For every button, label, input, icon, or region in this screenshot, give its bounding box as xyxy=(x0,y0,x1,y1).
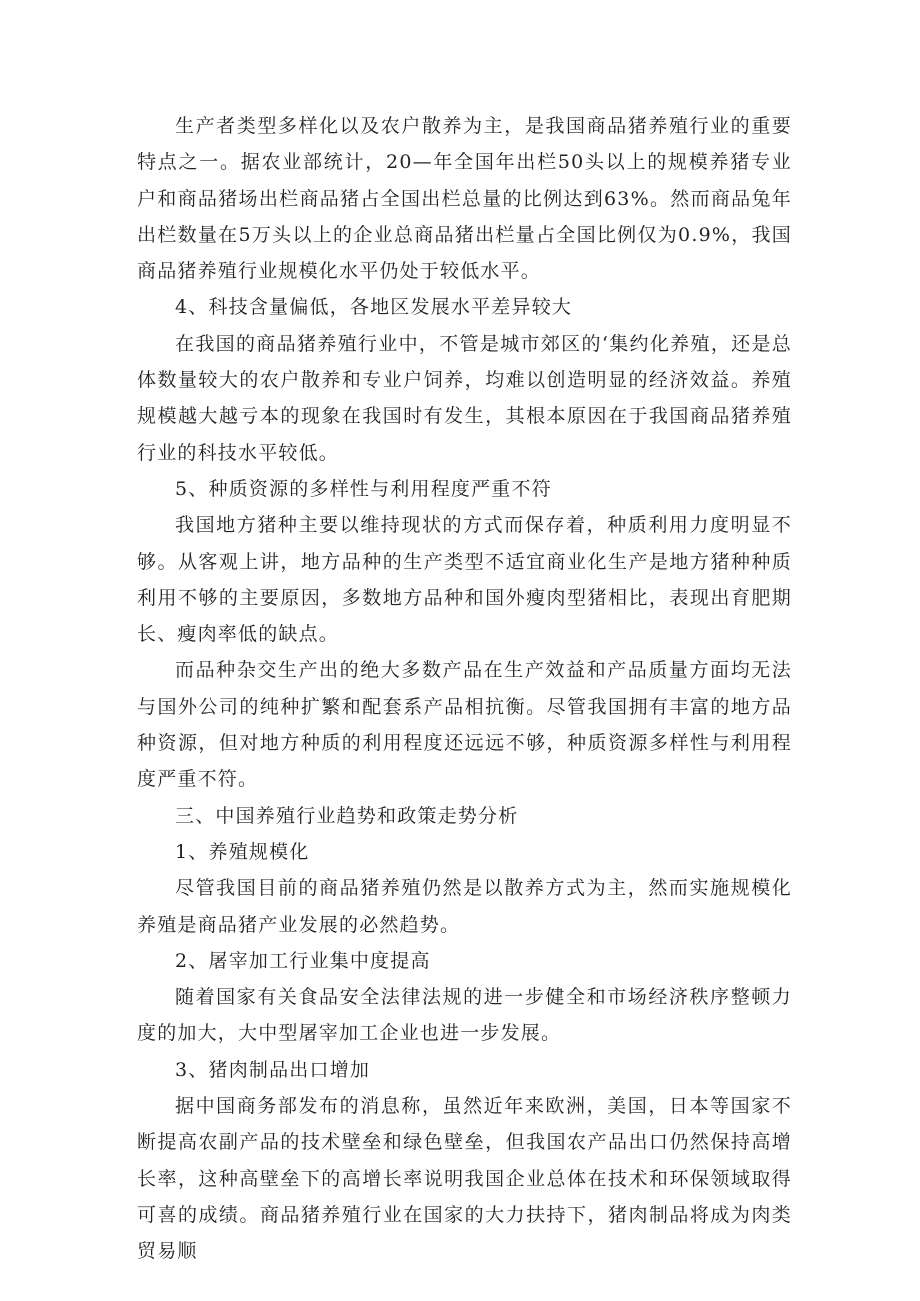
document-body xyxy=(137,108,792,1270)
heading-germplasm: 5、种质资源的多样性与利用程度严重不符 xyxy=(175,477,552,500)
heading-scale-farming: 1、养殖规模化 xyxy=(175,840,310,863)
paragraph-slaughter-concentration: 随着国家有关食品安全法律法规的进一步健全和市场经济秩序整顿力度的加大，大中型屠宰加工企业也进一步发展。 xyxy=(137,986,792,1045)
paragraph-germplasm-crossbreed: 而品种杂交生产出的绝大多数产品在生产效益和产品质量方面均无法与国外公司的纯种扩繁和配套系产品相抗衡。尽管我国拥有丰富的地方品种资源，但对地方种质的利用程度还远远不够，种质资源多样性与利用程度严重不符。 xyxy=(137,659,792,791)
paragraph-scale-farming: 尽管我国目前的商品猪养殖仍然是以散养方式为主，然而实施规模化养殖是商品猪产业发展的必然趋势。 xyxy=(137,877,792,936)
paragraph-germplasm-local: 我国地方猪种主要以维持现状的方式而保存着，种质利用力度明显不够。从客观上讲，地方品种的生产类型不适宜商业化生产是地方猪种种质利用不够的主要原因，多数地方品种和国外瘦肉型猪相比，表现出育肥期长、瘦肉率低的缺点。 xyxy=(137,514,792,646)
paragraph-pork-export: 据中国商务部发布的消息称，虽然近年来欧洲，美国，日本等国家不断提高农副产品的技术壁垒和绿色壁垒，但我国农产品出口仍然保持高增长率，这种高壁垒下的高增长率说明我国企业总体在技术和环保领域取得可喜的成绩。商品猪养殖行业在国家的大力扶持下，猪肉制品将成为肉类贸易顺 xyxy=(137,1095,792,1263)
section-heading-trends: 三、中国养殖行业趋势和政策走势分析 xyxy=(175,804,519,827)
paragraph-tech-content: 在我国的商品猪养殖行业中，不管是城市郊区的‘集约化养殖，还是总体数量较大的农户散养和专业户饲养，均难以创造明显的经济效益。养殖规模越大越亏本的现象在我国时有发生，其根本原因在于我国商品猪养殖行业的科技水平较低。 xyxy=(137,332,792,464)
heading-slaughter-concentration: 2、屠宰加工行业集中度提高 xyxy=(175,949,431,972)
paragraph-producer-types: 生产者类型多样化以及农户散养为主，是我国商品猪养殖行业的重要特点之一。据农业部统计，20—年全国年出栏50头以上的规模养猪专业户和商品猪场出栏商品猪占全国出栏总量的比例达到63%。然而商品兔年出栏数量在5万头以上的企业总商品猪出栏量占全国比例仅为0.9%，我国商品猪养殖行业规模化水平仍处于较低水平。 xyxy=(137,115,792,283)
heading-pork-export: 3、猪肉制品出口增加 xyxy=(175,1058,371,1081)
heading-tech-content: 4、科技含量偏低，各地区发展水平差异较大 xyxy=(175,296,573,319)
